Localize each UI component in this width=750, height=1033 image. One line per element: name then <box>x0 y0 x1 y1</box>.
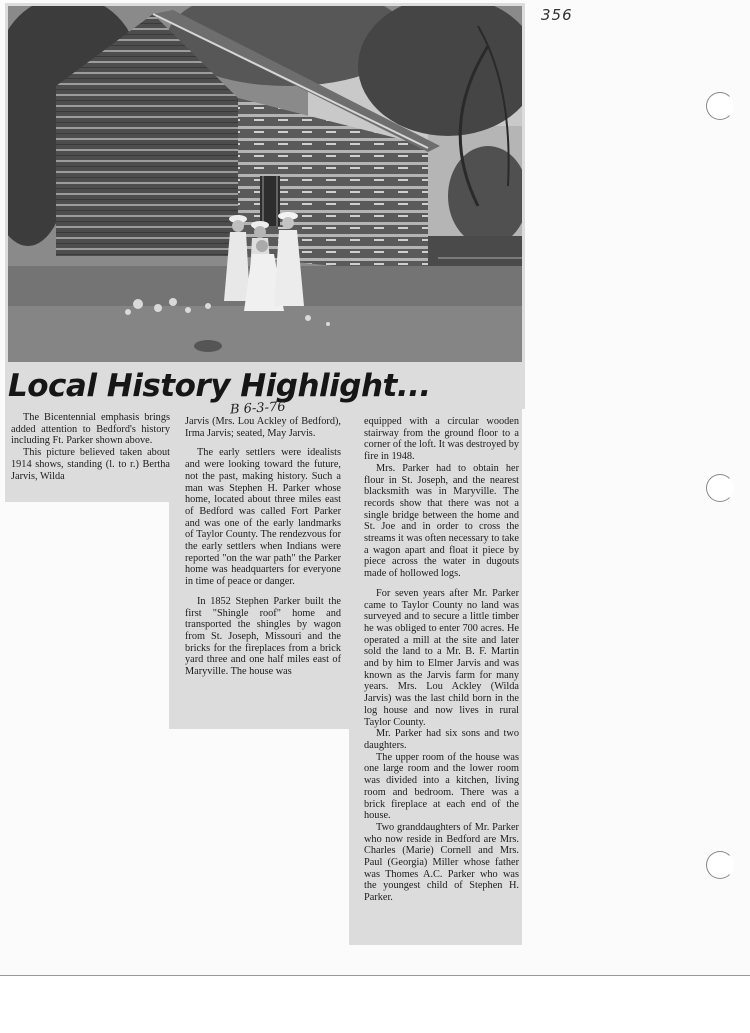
paragraph: This picture believed taken about 1914 shows, standing (l. to r.) Bertha Jarvis, Wilda <box>11 447 170 482</box>
paragraph: equipped with a circular wooden stairway from the ground floor to a corner of the loft. It was destroyed by fire in 1948. <box>364 416 519 463</box>
punch-hole-middle <box>706 474 734 502</box>
paragraph: Jarvis (Mrs. Lou Ackley of Bedford), Irma Jarvis; seated, May Jarvis. <box>185 416 341 439</box>
page-number: 356 <box>541 6 573 24</box>
paragraph: Mrs. Parker had to obtain her flour in St. Joseph, and the nearest blacksmith was in Maryville. The records show that there was not a single bridge between the home and St. Joe and in order to cross the streams it was often necessary to take a wagon apart and float it piece by piece across the water in dugouts made of hollowed logs. <box>364 462 519 580</box>
paragraph: The early settlers were idealists and were looking toward the future, not the past, making history. Such a man was Stephen H. Parker whose home, located about three miles east of Bedford was called Fort Parker and was one of the early landmarks of Taylor County. The rendezvous for the early settlers when Indians were reported "on the war path" the Parker home was headquarters for everyone in time of peace or danger. <box>185 447 341 588</box>
punch-hole-top <box>706 92 734 120</box>
paragraph: For seven years after Mr. Parker came to Taylor County no land was surveyed and to secure a little timber he was obliged to enter 700 acres. He operated a mill at the site and later sold the land to a Mr. B. F. Martin and by him to Elmer Jarvis and was known as the Jarvis farm for many years. Mrs. Lou Ackley (Wilda Jarvis) was the last child born in the log house and now lives in rural Taylor County. <box>364 587 519 728</box>
paragraph: The upper room of the house was one large room and the lower room was divided into a kitchen, living room and bedroom. There was a brick fireplace at each end of the house. <box>364 751 519 822</box>
paragraph: The Bicentennial emphasis brings added attention to Bedford's history including Ft. Parker shown above. <box>11 412 170 447</box>
article-column-3 <box>364 416 519 904</box>
four-women-figures <box>224 212 304 311</box>
article-column-2 <box>185 416 341 678</box>
article-column-1 <box>11 412 170 482</box>
paragraph: Two granddaughters of Mr. Parker who now reside in Bedford are Mrs. Charles (Marie) Cornell and Mrs. Paul (Georgia) Miller whose father was Thomes A.C. Parker who was the youngest child of Stephen H. Parker. <box>364 821 519 904</box>
headline: Local History Highlight... <box>8 368 431 404</box>
punch-hole-bottom <box>706 851 734 879</box>
handwritten-date: B 6-3-76 <box>229 399 286 418</box>
paragraph: Mr. Parker had six sons and two daughters. <box>364 728 519 751</box>
paragraph: In 1852 Stephen Parker built the first "Shingle roof" home and transported the shingles by wagon from St. Joseph, Missouri and the bricks for the fireplaces from a brick yard three and one half miles east of Maryville. The house was <box>185 595 341 678</box>
log-house-photo <box>8 6 522 362</box>
